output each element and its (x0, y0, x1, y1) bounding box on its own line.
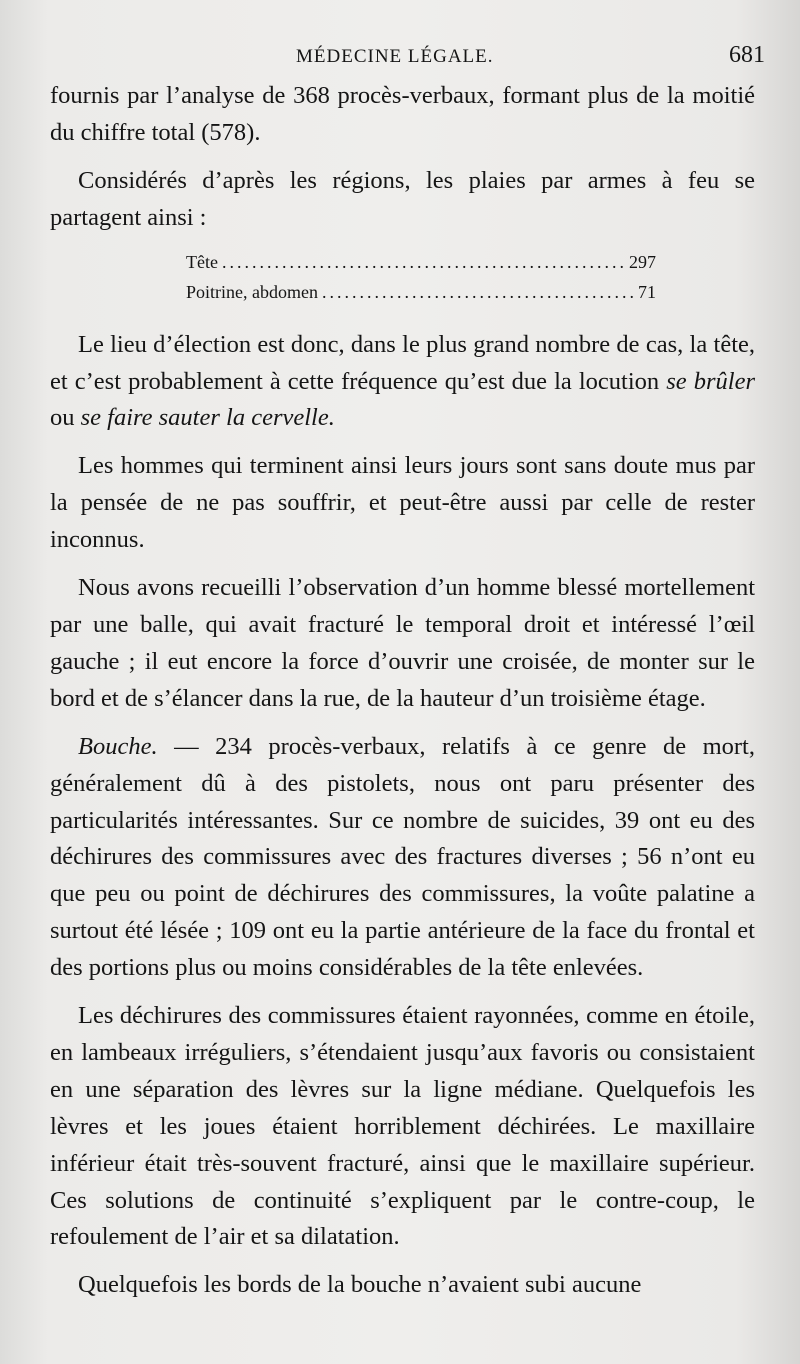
stat-row-poitrine (186, 277, 656, 307)
paragraph-1: fournis par l’analyse de 368 procès-verbaux, formant plus de la moitié du chiffre total (578). (50, 82, 755, 146)
stat-row-tete (186, 247, 656, 277)
phrase-sauter-la-cervelle: se faire sauter la cervelle. (80, 404, 335, 432)
running-head: MÉDECINE LÉGALE. (296, 46, 494, 67)
stat-label: Tête (186, 251, 218, 272)
paragraph-3 (50, 327, 755, 438)
paragraph-6 (50, 729, 755, 987)
body-text (50, 78, 755, 1304)
section-lead-bouche: Bouche. (78, 732, 158, 760)
stat-label: Poitrine, abdomen (186, 281, 318, 302)
paragraph-4: Les hommes qui terminent ainsi leurs jours sont sans doute mus par la pensée de ne pas souffrir, et peut-être aussi par celle de rester inconnus. (50, 452, 755, 554)
stat-value: 297 (629, 251, 656, 272)
paragraph-5: Nous avons recueilli l’observation d’un homme blessé mortellement par une balle, qui avait fracturé le temporal droit et intéressé l’œil gauche ; il eut encore la force d’ouvrir une croisée, de monter sur le bord et de s’élancer dans la rue, de la hauteur d’un troisième étage. (50, 574, 755, 712)
paragraph-7: Les déchirures des commissures étaient rayonnées, comme en étoile, en lambeaux irréguliers, s’étendaient jusqu’aux favoris ou consistaient en une séparation des lèvres sur la ligne médiane. Quelquefois les lèvres et les joues étaient horriblement déchirées. Le maxillaire inférieur était très-souvent fracturé, ainsi que le maxillaire supérieur. Ces solutions de continuité s’expliquent par le contre-coup, le refoulement de l’air et sa dilatation. (50, 1002, 755, 1251)
paragraph-3-conjunction: ou (50, 404, 81, 432)
stat-value: 71 (638, 281, 656, 302)
statistics-table (186, 247, 656, 307)
paragraph-3-text: Le lieu d’élection est donc, dans le plus grand nombre de cas, la tête, et c’est probablement à cette fréquence qu’est due la locution (50, 330, 755, 395)
dot-leader (322, 277, 634, 307)
paragraph-2: Considérés d’après les régions, les plaies par armes à feu se partagent ainsi : (50, 166, 755, 231)
page-number: 681 (729, 42, 765, 68)
paragraph-8: Quelquefois les bords de la bouche n’avaient subi aucune (78, 1271, 642, 1299)
phrase-se-bruler: se brûler (666, 367, 755, 395)
dot-leader (222, 247, 625, 277)
paragraph-6-text: — 234 procès-verbaux, relatifs à ce genre de mort, généralement dû à des pistolets, nous ont paru présenter des particularités intéressantes. Sur ce nombre de suicides, 39 ont eu des déchirures des commissures avec des fractures diverses ; 56 n’ont eu que peu ou point de déchirures des commissures, la voûte palatine a surtout été lésée ; 109 ont eu la partie antérieure de la face du frontal et des portions plus ou moins considérables de la tête enlevées. (50, 732, 755, 982)
page-header (0, 42, 800, 74)
